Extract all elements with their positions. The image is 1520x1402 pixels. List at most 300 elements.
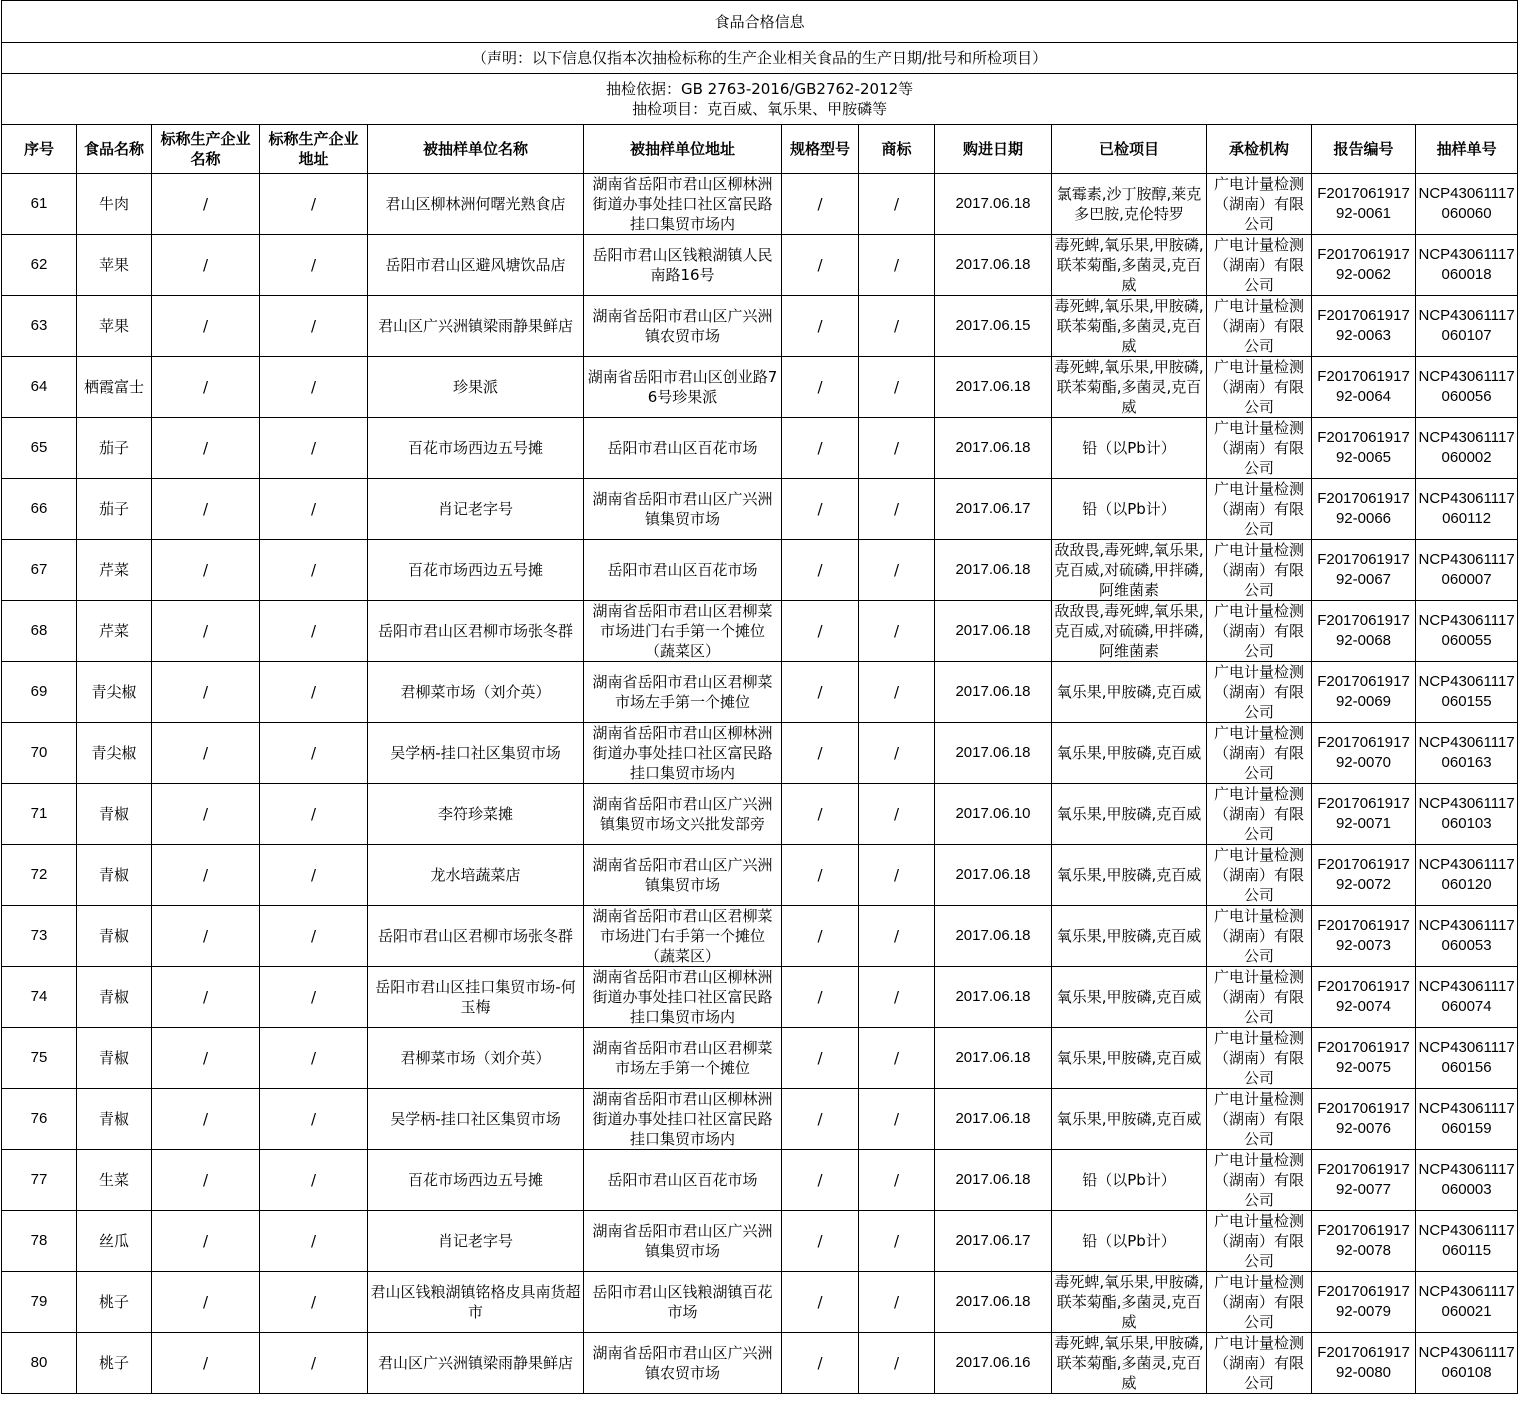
cell-purchase-date: 2017.06.18 bbox=[935, 357, 1052, 418]
cell-sampled-unit: 肖记老字号 bbox=[368, 479, 584, 540]
inspection-basis: 抽检依据：GB 2763-2016/GB2762-2012等 bbox=[605, 80, 914, 98]
cell-index: 80 bbox=[2, 1333, 77, 1394]
cell-sample-number: NCP43061117060007 bbox=[1416, 540, 1518, 601]
cell-producer-address: / bbox=[260, 418, 368, 479]
cell-producer-address: / bbox=[260, 296, 368, 357]
cell-index: 74 bbox=[2, 967, 77, 1028]
cell-sample-number: NCP43061117060159 bbox=[1416, 1089, 1518, 1150]
cell-producer-name: / bbox=[152, 1089, 260, 1150]
cell-food-name: 生菜 bbox=[77, 1150, 152, 1211]
cell-tested-items: 氧乐果,甲胺磷,克百威 bbox=[1052, 784, 1207, 845]
cell-report-number: F201706191792-0064 bbox=[1312, 357, 1416, 418]
cell-report-number: F201706191792-0079 bbox=[1312, 1272, 1416, 1333]
cell-trademark: / bbox=[859, 784, 935, 845]
cell-spec: / bbox=[782, 418, 859, 479]
cell-trademark: / bbox=[859, 601, 935, 662]
cell-producer-name: / bbox=[152, 1150, 260, 1211]
cell-producer-address: / bbox=[260, 967, 368, 1028]
table-row bbox=[2, 601, 1518, 662]
table-row bbox=[2, 723, 1518, 784]
cell-testing-agency: 广电计量检测（湖南）有限公司 bbox=[1207, 906, 1312, 967]
cell-sample-number: NCP43061117060060 bbox=[1416, 174, 1518, 235]
cell-sample-number: NCP43061117060163 bbox=[1416, 723, 1518, 784]
cell-trademark: / bbox=[859, 174, 935, 235]
cell-report-number: F201706191792-0069 bbox=[1312, 662, 1416, 723]
cell-food-name: 桃子 bbox=[77, 1272, 152, 1333]
cell-purchase-date: 2017.06.18 bbox=[935, 540, 1052, 601]
cell-sampled-unit: 君柳菜市场（刘介英） bbox=[368, 662, 584, 723]
cell-sampled-address: 湖南省岳阳市君山区君柳菜市场左手第一个摊位 bbox=[584, 1028, 782, 1089]
cell-food-name: 青尖椒 bbox=[77, 723, 152, 784]
cell-sample-number: NCP43061117060055 bbox=[1416, 601, 1518, 662]
cell-producer-name: / bbox=[152, 723, 260, 784]
cell-sampled-unit: 岳阳市君山区君柳市场张冬群 bbox=[368, 906, 584, 967]
cell-sampled-address: 岳阳市君山区钱粮湖镇百花市场 bbox=[584, 1272, 782, 1333]
cell-purchase-date: 2017.06.15 bbox=[935, 296, 1052, 357]
cell-producer-name: / bbox=[152, 1211, 260, 1272]
cell-sample-number: NCP43061117060074 bbox=[1416, 967, 1518, 1028]
cell-food-name: 青椒 bbox=[77, 967, 152, 1028]
cell-trademark: / bbox=[859, 662, 935, 723]
cell-testing-agency: 广电计量检测（湖南）有限公司 bbox=[1207, 174, 1312, 235]
cell-producer-address: / bbox=[260, 784, 368, 845]
cell-sampled-address: 湖南省岳阳市君山区创业路76号珍果派 bbox=[584, 357, 782, 418]
cell-report-number: F201706191792-0080 bbox=[1312, 1333, 1416, 1394]
header-row bbox=[2, 125, 1518, 174]
cell-food-name: 青尖椒 bbox=[77, 662, 152, 723]
cell-spec: / bbox=[782, 723, 859, 784]
cell-testing-agency: 广电计量检测（湖南）有限公司 bbox=[1207, 1211, 1312, 1272]
cell-food-name: 茄子 bbox=[77, 479, 152, 540]
cell-index: 70 bbox=[2, 723, 77, 784]
cell-trademark: / bbox=[859, 296, 935, 357]
cell-index: 67 bbox=[2, 540, 77, 601]
cell-food-name: 青椒 bbox=[77, 1089, 152, 1150]
cell-producer-address: / bbox=[260, 174, 368, 235]
cell-testing-agency: 广电计量检测（湖南）有限公司 bbox=[1207, 235, 1312, 296]
cell-sample-number: NCP43061117060108 bbox=[1416, 1333, 1518, 1394]
cell-producer-name: / bbox=[152, 296, 260, 357]
cell-testing-agency: 广电计量检测（湖南）有限公司 bbox=[1207, 296, 1312, 357]
cell-food-name: 桃子 bbox=[77, 1333, 152, 1394]
cell-producer-address: / bbox=[260, 1211, 368, 1272]
table-row bbox=[2, 174, 1518, 235]
cell-producer-address: / bbox=[260, 906, 368, 967]
cell-sampled-unit: 肖记老字号 bbox=[368, 1211, 584, 1272]
cell-index: 77 bbox=[2, 1150, 77, 1211]
cell-sampled-address: 湖南省岳阳市君山区广兴洲镇农贸市场 bbox=[584, 296, 782, 357]
cell-index: 72 bbox=[2, 845, 77, 906]
cell-tested-items: 毒死蜱,氧乐果,甲胺磷,联苯菊酯,多菌灵,克百威 bbox=[1052, 296, 1207, 357]
cell-testing-agency: 广电计量检测（湖南）有限公司 bbox=[1207, 1150, 1312, 1211]
cell-producer-name: / bbox=[152, 479, 260, 540]
cell-report-number: F201706191792-0066 bbox=[1312, 479, 1416, 540]
cell-testing-agency: 广电计量检测（湖南）有限公司 bbox=[1207, 662, 1312, 723]
cell-producer-address: / bbox=[260, 540, 368, 601]
cell-spec: / bbox=[782, 357, 859, 418]
cell-producer-address: / bbox=[260, 1333, 368, 1394]
cell-index: 76 bbox=[2, 1089, 77, 1150]
cell-tested-items: 铅（以Pb计） bbox=[1052, 1150, 1207, 1211]
table-row bbox=[2, 296, 1518, 357]
column-header: 序号 bbox=[2, 125, 77, 174]
cell-sampled-address: 湖南省岳阳市君山区君柳菜市场进门右手第一个摊位（蔬菜区） bbox=[584, 906, 782, 967]
cell-purchase-date: 2017.06.18 bbox=[935, 662, 1052, 723]
cell-tested-items: 氧乐果,甲胺磷,克百威 bbox=[1052, 906, 1207, 967]
cell-testing-agency: 广电计量检测（湖南）有限公司 bbox=[1207, 1028, 1312, 1089]
column-header: 承检机构 bbox=[1207, 125, 1312, 174]
cell-trademark: / bbox=[859, 357, 935, 418]
column-header: 商标 bbox=[859, 125, 935, 174]
table-row bbox=[2, 479, 1518, 540]
cell-producer-address: / bbox=[260, 723, 368, 784]
cell-report-number: F201706191792-0077 bbox=[1312, 1150, 1416, 1211]
cell-sample-number: NCP43061117060103 bbox=[1416, 784, 1518, 845]
cell-purchase-date: 2017.06.16 bbox=[935, 1333, 1052, 1394]
cell-tested-items: 敌敌畏,毒死蜱,氧乐果,克百威,对硫磷,甲拌磷,阿维菌素 bbox=[1052, 601, 1207, 662]
cell-index: 63 bbox=[2, 296, 77, 357]
cell-sampled-address: 湖南省岳阳市君山区柳林洲街道办事处挂口社区富民路挂口集贸市场内 bbox=[584, 174, 782, 235]
cell-report-number: F201706191792-0068 bbox=[1312, 601, 1416, 662]
table-row bbox=[2, 784, 1518, 845]
cell-report-number: F201706191792-0061 bbox=[1312, 174, 1416, 235]
cell-report-number: F201706191792-0076 bbox=[1312, 1089, 1416, 1150]
table-row bbox=[2, 1089, 1518, 1150]
cell-sampled-unit: 岳阳市君山区挂口集贸市场-何玉梅 bbox=[368, 967, 584, 1028]
cell-report-number: F201706191792-0074 bbox=[1312, 967, 1416, 1028]
table-body bbox=[2, 174, 1518, 1394]
cell-purchase-date: 2017.06.18 bbox=[935, 174, 1052, 235]
cell-index: 69 bbox=[2, 662, 77, 723]
cell-index: 71 bbox=[2, 784, 77, 845]
cell-sample-number: NCP43061117060002 bbox=[1416, 418, 1518, 479]
cell-sampled-address: 湖南省岳阳市君山区广兴洲镇集贸市场文兴批发部旁 bbox=[584, 784, 782, 845]
table-row bbox=[2, 1150, 1518, 1211]
cell-sampled-unit: 龙水培蔬菜店 bbox=[368, 845, 584, 906]
cell-spec: / bbox=[782, 174, 859, 235]
cell-index: 73 bbox=[2, 906, 77, 967]
cell-producer-name: / bbox=[152, 906, 260, 967]
cell-producer-address: / bbox=[260, 235, 368, 296]
cell-sampled-unit: 吴学柄-挂口社区集贸市场 bbox=[368, 1089, 584, 1150]
cell-producer-name: / bbox=[152, 1272, 260, 1333]
cell-trademark: / bbox=[859, 1089, 935, 1150]
cell-tested-items: 氧乐果,甲胺磷,克百威 bbox=[1052, 967, 1207, 1028]
cell-producer-name: / bbox=[152, 174, 260, 235]
cell-sampled-address: 湖南省岳阳市君山区广兴洲镇农贸市场 bbox=[584, 1333, 782, 1394]
cell-testing-agency: 广电计量检测（湖南）有限公司 bbox=[1207, 723, 1312, 784]
cell-purchase-date: 2017.06.17 bbox=[935, 1211, 1052, 1272]
cell-report-number: F201706191792-0065 bbox=[1312, 418, 1416, 479]
cell-sampled-address: 岳阳市君山区百花市场 bbox=[584, 418, 782, 479]
cell-purchase-date: 2017.06.18 bbox=[935, 418, 1052, 479]
cell-producer-name: / bbox=[152, 540, 260, 601]
cell-producer-address: / bbox=[260, 1272, 368, 1333]
table-row bbox=[2, 357, 1518, 418]
cell-report-number: F201706191792-0067 bbox=[1312, 540, 1416, 601]
sheet-title: 食品合格信息 bbox=[2, 1, 1518, 43]
table-row bbox=[2, 967, 1518, 1028]
cell-sample-number: NCP43061117060053 bbox=[1416, 906, 1518, 967]
cell-producer-name: / bbox=[152, 1028, 260, 1089]
table-row bbox=[2, 662, 1518, 723]
cell-tested-items: 铅（以Pb计） bbox=[1052, 479, 1207, 540]
cell-spec: / bbox=[782, 1211, 859, 1272]
cell-trademark: / bbox=[859, 1150, 935, 1211]
cell-purchase-date: 2017.06.18 bbox=[935, 1028, 1052, 1089]
cell-sampled-address: 岳阳市君山区百花市场 bbox=[584, 540, 782, 601]
cell-testing-agency: 广电计量检测（湖南）有限公司 bbox=[1207, 1089, 1312, 1150]
cell-food-name: 牛肉 bbox=[77, 174, 152, 235]
table-row bbox=[2, 906, 1518, 967]
table-row bbox=[2, 1333, 1518, 1394]
cell-index: 64 bbox=[2, 357, 77, 418]
cell-trademark: / bbox=[859, 235, 935, 296]
cell-spec: / bbox=[782, 1150, 859, 1211]
cell-sampled-unit: 珍果派 bbox=[368, 357, 584, 418]
cell-index: 68 bbox=[2, 601, 77, 662]
cell-tested-items: 毒死蜱,氧乐果,甲胺磷,联苯菊酯,多菌灵,克百威 bbox=[1052, 1333, 1207, 1394]
cell-producer-name: / bbox=[152, 967, 260, 1028]
cell-trademark: / bbox=[859, 1272, 935, 1333]
cell-producer-address: / bbox=[260, 1150, 368, 1211]
cell-spec: / bbox=[782, 479, 859, 540]
cell-sampled-address: 湖南省岳阳市君山区广兴洲镇集贸市场 bbox=[584, 1211, 782, 1272]
cell-purchase-date: 2017.06.18 bbox=[935, 601, 1052, 662]
cell-sample-number: NCP43061117060112 bbox=[1416, 479, 1518, 540]
cell-sampled-address: 岳阳市君山区钱粮湖镇人民南路16号 bbox=[584, 235, 782, 296]
cell-producer-name: / bbox=[152, 418, 260, 479]
cell-spec: / bbox=[782, 1089, 859, 1150]
cell-trademark: / bbox=[859, 479, 935, 540]
cell-food-name: 青椒 bbox=[77, 845, 152, 906]
cell-index: 62 bbox=[2, 235, 77, 296]
cell-spec: / bbox=[782, 235, 859, 296]
cell-sampled-unit: 吴学柄-挂口社区集贸市场 bbox=[368, 723, 584, 784]
cell-testing-agency: 广电计量检测（湖南）有限公司 bbox=[1207, 357, 1312, 418]
cell-food-name: 青椒 bbox=[77, 906, 152, 967]
cell-tested-items: 毒死蜱,氧乐果,甲胺磷,联苯菊酯,多菌灵,克百威 bbox=[1052, 357, 1207, 418]
cell-report-number: F201706191792-0078 bbox=[1312, 1211, 1416, 1272]
cell-report-number: F201706191792-0070 bbox=[1312, 723, 1416, 784]
cell-food-name: 茄子 bbox=[77, 418, 152, 479]
cell-food-name: 青椒 bbox=[77, 784, 152, 845]
cell-tested-items: 铅（以Pb计） bbox=[1052, 418, 1207, 479]
table-row bbox=[2, 1211, 1518, 1272]
cell-testing-agency: 广电计量检测（湖南）有限公司 bbox=[1207, 967, 1312, 1028]
cell-testing-agency: 广电计量检测（湖南）有限公司 bbox=[1207, 418, 1312, 479]
cell-producer-name: / bbox=[152, 1333, 260, 1394]
cell-report-number: F201706191792-0062 bbox=[1312, 235, 1416, 296]
cell-purchase-date: 2017.06.18 bbox=[935, 723, 1052, 784]
cell-tested-items: 毒死蜱,氧乐果,甲胺磷,联苯菊酯,多菌灵,克百威 bbox=[1052, 235, 1207, 296]
cell-index: 79 bbox=[2, 1272, 77, 1333]
cell-producer-address: / bbox=[260, 601, 368, 662]
cell-sample-number: NCP43061117060003 bbox=[1416, 1150, 1518, 1211]
cell-sampled-unit: 岳阳市君山区君柳市场张冬群 bbox=[368, 601, 584, 662]
cell-tested-items: 氧乐果,甲胺磷,克百威 bbox=[1052, 662, 1207, 723]
cell-index: 65 bbox=[2, 418, 77, 479]
cell-spec: / bbox=[782, 540, 859, 601]
table-row bbox=[2, 845, 1518, 906]
cell-sampled-unit: 君山区广兴洲镇梁雨静果鲜店 bbox=[368, 1333, 584, 1394]
cell-spec: / bbox=[782, 1028, 859, 1089]
column-header: 食品名称 bbox=[77, 125, 152, 174]
cell-food-name: 芹菜 bbox=[77, 601, 152, 662]
table-row bbox=[2, 1272, 1518, 1333]
cell-trademark: / bbox=[859, 1211, 935, 1272]
cell-report-number: F201706191792-0063 bbox=[1312, 296, 1416, 357]
cell-purchase-date: 2017.06.18 bbox=[935, 1150, 1052, 1211]
cell-index: 78 bbox=[2, 1211, 77, 1272]
cell-food-name: 芹菜 bbox=[77, 540, 152, 601]
cell-trademark: / bbox=[859, 967, 935, 1028]
cell-sampled-address: 湖南省岳阳市君山区柳林洲街道办事处挂口社区富民路挂口集贸市场内 bbox=[584, 1089, 782, 1150]
cell-testing-agency: 广电计量检测（湖南）有限公司 bbox=[1207, 540, 1312, 601]
column-header: 已检项目 bbox=[1052, 125, 1207, 174]
cell-food-name: 苹果 bbox=[77, 235, 152, 296]
cell-sample-number: NCP43061117060120 bbox=[1416, 845, 1518, 906]
table-row bbox=[2, 418, 1518, 479]
cell-sampled-address: 湖南省岳阳市君山区柳林洲街道办事处挂口社区富民路挂口集贸市场内 bbox=[584, 967, 782, 1028]
cell-sampled-address: 湖南省岳阳市君山区广兴洲镇集贸市场 bbox=[584, 845, 782, 906]
cell-trademark: / bbox=[859, 1333, 935, 1394]
cell-purchase-date: 2017.06.17 bbox=[935, 479, 1052, 540]
cell-spec: / bbox=[782, 784, 859, 845]
cell-sampled-unit: 百花市场西边五号摊 bbox=[368, 540, 584, 601]
cell-tested-items: 氯霉素,沙丁胺醇,莱克多巴胺,克伦特罗 bbox=[1052, 174, 1207, 235]
cell-food-name: 栖霞富士 bbox=[77, 357, 152, 418]
cell-sampled-unit: 君山区钱粮湖镇铭格皮具南货超市 bbox=[368, 1272, 584, 1333]
cell-producer-name: / bbox=[152, 235, 260, 296]
cell-sample-number: NCP43061117060107 bbox=[1416, 296, 1518, 357]
cell-trademark: / bbox=[859, 1028, 935, 1089]
column-header: 标称生产企业名称 bbox=[152, 125, 260, 174]
cell-sampled-address: 湖南省岳阳市君山区广兴洲镇集贸市场 bbox=[584, 479, 782, 540]
cell-sampled-address: 岳阳市君山区百花市场 bbox=[584, 1150, 782, 1211]
cell-food-name: 青椒 bbox=[77, 1028, 152, 1089]
column-header: 购进日期 bbox=[935, 125, 1052, 174]
cell-testing-agency: 广电计量检测（湖南）有限公司 bbox=[1207, 1333, 1312, 1394]
cell-sample-number: NCP43061117060155 bbox=[1416, 662, 1518, 723]
cell-sampled-unit: 君山区广兴洲镇梁雨静果鲜店 bbox=[368, 296, 584, 357]
cell-spec: / bbox=[782, 662, 859, 723]
cell-spec: / bbox=[782, 1333, 859, 1394]
inspection-items: 抽检项目：克百威、氧乐果、甲胺磷等 bbox=[632, 100, 888, 118]
cell-purchase-date: 2017.06.18 bbox=[935, 906, 1052, 967]
column-header: 规格型号 bbox=[782, 125, 859, 174]
cell-producer-name: / bbox=[152, 357, 260, 418]
cell-producer-address: / bbox=[260, 1028, 368, 1089]
cell-sample-number: NCP43061117060115 bbox=[1416, 1211, 1518, 1272]
cell-spec: / bbox=[782, 967, 859, 1028]
cell-purchase-date: 2017.06.18 bbox=[935, 235, 1052, 296]
cell-tested-items: 铅（以Pb计） bbox=[1052, 1211, 1207, 1272]
column-header: 被抽样单位地址 bbox=[584, 125, 782, 174]
cell-index: 61 bbox=[2, 174, 77, 235]
cell-sample-number: NCP43061117060156 bbox=[1416, 1028, 1518, 1089]
cell-report-number: F201706191792-0073 bbox=[1312, 906, 1416, 967]
cell-spec: / bbox=[782, 296, 859, 357]
cell-trademark: / bbox=[859, 906, 935, 967]
cell-purchase-date: 2017.06.18 bbox=[935, 1089, 1052, 1150]
cell-testing-agency: 广电计量检测（湖南）有限公司 bbox=[1207, 784, 1312, 845]
cell-tested-items: 氧乐果,甲胺磷,克百威 bbox=[1052, 723, 1207, 784]
cell-report-number: F201706191792-0071 bbox=[1312, 784, 1416, 845]
cell-sampled-unit: 君山区柳林洲何曙光熟食店 bbox=[368, 174, 584, 235]
cell-tested-items: 毒死蜱,氧乐果,甲胺磷,联苯菊酯,多菌灵,克百威 bbox=[1052, 1272, 1207, 1333]
cell-testing-agency: 广电计量检测（湖南）有限公司 bbox=[1207, 601, 1312, 662]
cell-sample-number: NCP43061117060056 bbox=[1416, 357, 1518, 418]
cell-trademark: / bbox=[859, 418, 935, 479]
cell-sampled-address: 湖南省岳阳市君山区柳林洲街道办事处挂口社区富民路挂口集贸市场内 bbox=[584, 723, 782, 784]
cell-sampled-unit: 百花市场西边五号摊 bbox=[368, 418, 584, 479]
cell-tested-items: 氧乐果,甲胺磷,克百威 bbox=[1052, 1028, 1207, 1089]
cell-testing-agency: 广电计量检测（湖南）有限公司 bbox=[1207, 1272, 1312, 1333]
cell-sampled-unit: 百花市场西边五号摊 bbox=[368, 1150, 584, 1211]
cell-index: 75 bbox=[2, 1028, 77, 1089]
cell-tested-items: 氧乐果,甲胺磷,克百威 bbox=[1052, 1089, 1207, 1150]
declaration: （声明：以下信息仅指本次抽检标称的生产企业相关食品的生产日期/批号和所检项目） bbox=[2, 43, 1518, 74]
cell-spec: / bbox=[782, 1272, 859, 1333]
cell-sampled-unit: 岳阳市君山区避风塘饮品店 bbox=[368, 235, 584, 296]
cell-purchase-date: 2017.06.18 bbox=[935, 967, 1052, 1028]
table-row bbox=[2, 1028, 1518, 1089]
cell-purchase-date: 2017.06.10 bbox=[935, 784, 1052, 845]
cell-producer-name: / bbox=[152, 784, 260, 845]
column-header: 抽样单号 bbox=[1416, 125, 1518, 174]
cell-sampled-address: 湖南省岳阳市君山区君柳菜市场进门右手第一个摊位（蔬菜区） bbox=[584, 601, 782, 662]
cell-report-number: F201706191792-0075 bbox=[1312, 1028, 1416, 1089]
cell-sampled-address: 湖南省岳阳市君山区君柳菜市场左手第一个摊位 bbox=[584, 662, 782, 723]
cell-purchase-date: 2017.06.18 bbox=[935, 845, 1052, 906]
cell-producer-address: / bbox=[260, 662, 368, 723]
column-header: 标称生产企业地址 bbox=[260, 125, 368, 174]
cell-food-name: 苹果 bbox=[77, 296, 152, 357]
cell-sampled-unit: 君柳菜市场（刘介英） bbox=[368, 1028, 584, 1089]
cell-producer-address: / bbox=[260, 845, 368, 906]
inspection-table bbox=[1, 0, 1518, 1394]
column-header: 报告编号 bbox=[1312, 125, 1416, 174]
cell-food-name: 丝瓜 bbox=[77, 1211, 152, 1272]
cell-spec: / bbox=[782, 906, 859, 967]
table-row bbox=[2, 235, 1518, 296]
cell-producer-name: / bbox=[152, 845, 260, 906]
cell-trademark: / bbox=[859, 540, 935, 601]
cell-producer-name: / bbox=[152, 601, 260, 662]
cell-trademark: / bbox=[859, 845, 935, 906]
cell-sampled-unit: 李符珍菜摊 bbox=[368, 784, 584, 845]
table-row bbox=[2, 540, 1518, 601]
cell-testing-agency: 广电计量检测（湖南）有限公司 bbox=[1207, 479, 1312, 540]
basis-block bbox=[2, 74, 1518, 125]
cell-tested-items: 氧乐果,甲胺磷,克百威 bbox=[1052, 845, 1207, 906]
cell-sample-number: NCP43061117060018 bbox=[1416, 235, 1518, 296]
cell-sample-number: NCP43061117060021 bbox=[1416, 1272, 1518, 1333]
cell-spec: / bbox=[782, 845, 859, 906]
cell-producer-name: / bbox=[152, 662, 260, 723]
cell-trademark: / bbox=[859, 723, 935, 784]
column-header: 被抽样单位名称 bbox=[368, 125, 584, 174]
cell-spec: / bbox=[782, 601, 859, 662]
cell-index: 66 bbox=[2, 479, 77, 540]
cell-producer-address: / bbox=[260, 1089, 368, 1150]
cell-producer-address: / bbox=[260, 357, 368, 418]
cell-purchase-date: 2017.06.18 bbox=[935, 1272, 1052, 1333]
cell-tested-items: 敌敌畏,毒死蜱,氧乐果,克百威,对硫磷,甲拌磷,阿维菌素 bbox=[1052, 540, 1207, 601]
cell-report-number: F201706191792-0072 bbox=[1312, 845, 1416, 906]
cell-producer-address: / bbox=[260, 479, 368, 540]
